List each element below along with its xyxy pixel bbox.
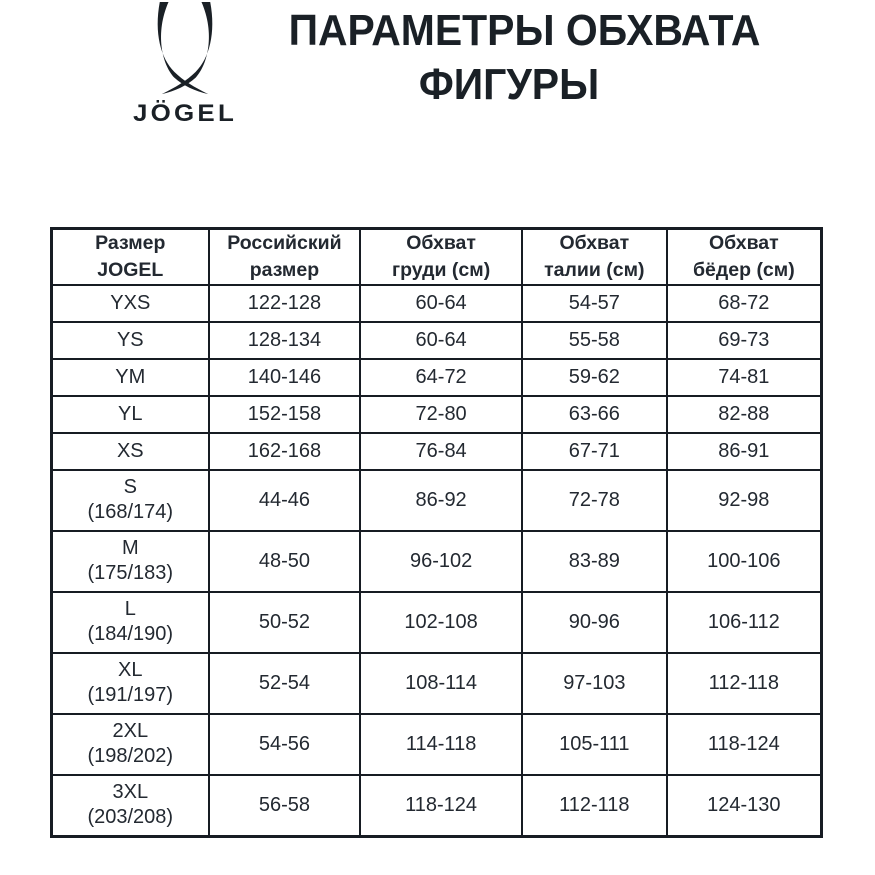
hips-cell: 82-88: [667, 396, 822, 433]
size-cell: [52, 653, 209, 714]
chest-cell: 102-108: [360, 592, 522, 653]
chest-cell: 64-72: [360, 359, 522, 396]
jogel-v-emblem-icon: [145, 2, 225, 99]
header-line: Обхват: [406, 232, 476, 254]
header-line: Размер: [95, 232, 166, 254]
size-label: XS: [116, 439, 144, 462]
header-waist: [522, 229, 667, 285]
header-line: Обхват: [709, 232, 779, 254]
header-hips: [667, 229, 822, 285]
hips-cell: 106-112: [667, 592, 822, 653]
russian-size-cell: 56-58: [209, 775, 361, 837]
chest-cell: 86-92: [360, 470, 522, 531]
hips-cell: 69-73: [667, 322, 822, 359]
russian-size-cell: 162-168: [209, 433, 361, 470]
waist-cell: 72-78: [522, 470, 667, 531]
waist-cell: 105-111: [522, 714, 667, 775]
table-row: [52, 322, 822, 359]
waist-cell: 97-103: [522, 653, 667, 714]
size-label: YS: [116, 328, 144, 351]
russian-size-cell: 128-134: [209, 322, 361, 359]
size-label: L: [124, 597, 136, 620]
size-cell: [52, 714, 209, 775]
russian-size-cell: 140-146: [209, 359, 361, 396]
header-line: бёдер (см): [693, 258, 795, 281]
size-cell: [52, 531, 209, 592]
size-label: 2XL: [112, 719, 149, 742]
header-line: Обхват: [559, 232, 630, 254]
table-row: [52, 396, 822, 433]
russian-size-cell: 50-52: [209, 592, 361, 653]
russian-size-cell: 152-158: [209, 396, 361, 433]
size-label: YM: [115, 365, 146, 388]
waist-cell: 112-118: [522, 775, 667, 837]
chest-cell: 60-64: [360, 285, 522, 322]
header-line: JOGEL: [97, 258, 164, 281]
russian-size-cell: 44-46: [209, 470, 361, 531]
table-row: [52, 285, 822, 322]
chest-cell: 76-84: [360, 433, 522, 470]
size-table: [50, 227, 823, 838]
russian-size-cell: 54-56: [209, 714, 361, 775]
chest-cell: 114-118: [360, 714, 522, 775]
hips-cell: 68-72: [667, 285, 822, 322]
hips-cell: 112-118: [667, 653, 822, 714]
table-row: [52, 433, 822, 470]
waist-cell: 67-71: [522, 433, 667, 470]
chest-cell: 60-64: [360, 322, 522, 359]
brand-logo: [126, 2, 244, 128]
size-cell: [52, 592, 209, 653]
hips-cell: 118-124: [667, 714, 822, 775]
chest-cell: 72-80: [360, 396, 522, 433]
waist-cell: 54-57: [522, 285, 667, 322]
header-line: размер: [249, 258, 320, 281]
page-title: [288, 4, 761, 111]
size-label: XL: [118, 658, 143, 681]
waist-cell: 83-89: [522, 531, 667, 592]
header-chest: [360, 229, 522, 285]
size-cell: [52, 285, 209, 322]
size-note: (168/174): [87, 501, 174, 524]
table-row: [52, 470, 822, 531]
header-line: Российский: [227, 232, 342, 254]
chest-cell: 118-124: [360, 775, 522, 837]
waist-cell: 59-62: [522, 359, 667, 396]
waist-cell: 90-96: [522, 592, 667, 653]
header-russian-size: [209, 229, 361, 285]
size-label: S: [123, 475, 137, 498]
size-cell: [52, 470, 209, 531]
chest-cell: 108-114: [360, 653, 522, 714]
size-note: (198/202): [87, 745, 174, 768]
table-row: [52, 592, 822, 653]
size-label: YL: [118, 402, 143, 425]
page-title-line2: ФИГУРЫ: [418, 59, 600, 109]
size-cell: [52, 359, 209, 396]
table-row: [52, 359, 822, 396]
hips-cell: 74-81: [667, 359, 822, 396]
header-line: талии (см): [544, 258, 645, 281]
waist-cell: 63-66: [522, 396, 667, 433]
russian-size-cell: 122-128: [209, 285, 361, 322]
size-label: YXS: [110, 291, 151, 314]
hips-cell: 92-98: [667, 470, 822, 531]
size-note: (191/197): [87, 684, 174, 707]
table-row: [52, 775, 822, 837]
brand-wordmark: JÖGEL: [132, 100, 238, 127]
size-cell: [52, 396, 209, 433]
size-label: M: [121, 536, 139, 559]
header-size-jogel: [52, 229, 209, 285]
size-note: (203/208): [87, 806, 174, 829]
table-header-row: [52, 229, 822, 285]
waist-cell: 55-58: [522, 322, 667, 359]
table-row: [52, 714, 822, 775]
size-cell: [52, 322, 209, 359]
hips-cell: 86-91: [667, 433, 822, 470]
size-note: (184/190): [87, 623, 174, 646]
size-cell: [52, 775, 209, 837]
size-note: (175/183): [87, 562, 174, 585]
header-line: груди (см): [392, 258, 491, 281]
hips-cell: 100-106: [667, 531, 822, 592]
hips-cell: 124-130: [667, 775, 822, 837]
chest-cell: 96-102: [360, 531, 522, 592]
russian-size-cell: 52-54: [209, 653, 361, 714]
page-title-line1: ПАРАМЕТРЫ ОБХВАТА: [288, 6, 761, 55]
size-cell: [52, 433, 209, 470]
size-label: 3XL: [112, 780, 149, 803]
table-row: [52, 531, 822, 592]
table-row: [52, 653, 822, 714]
russian-size-cell: 48-50: [209, 531, 361, 592]
